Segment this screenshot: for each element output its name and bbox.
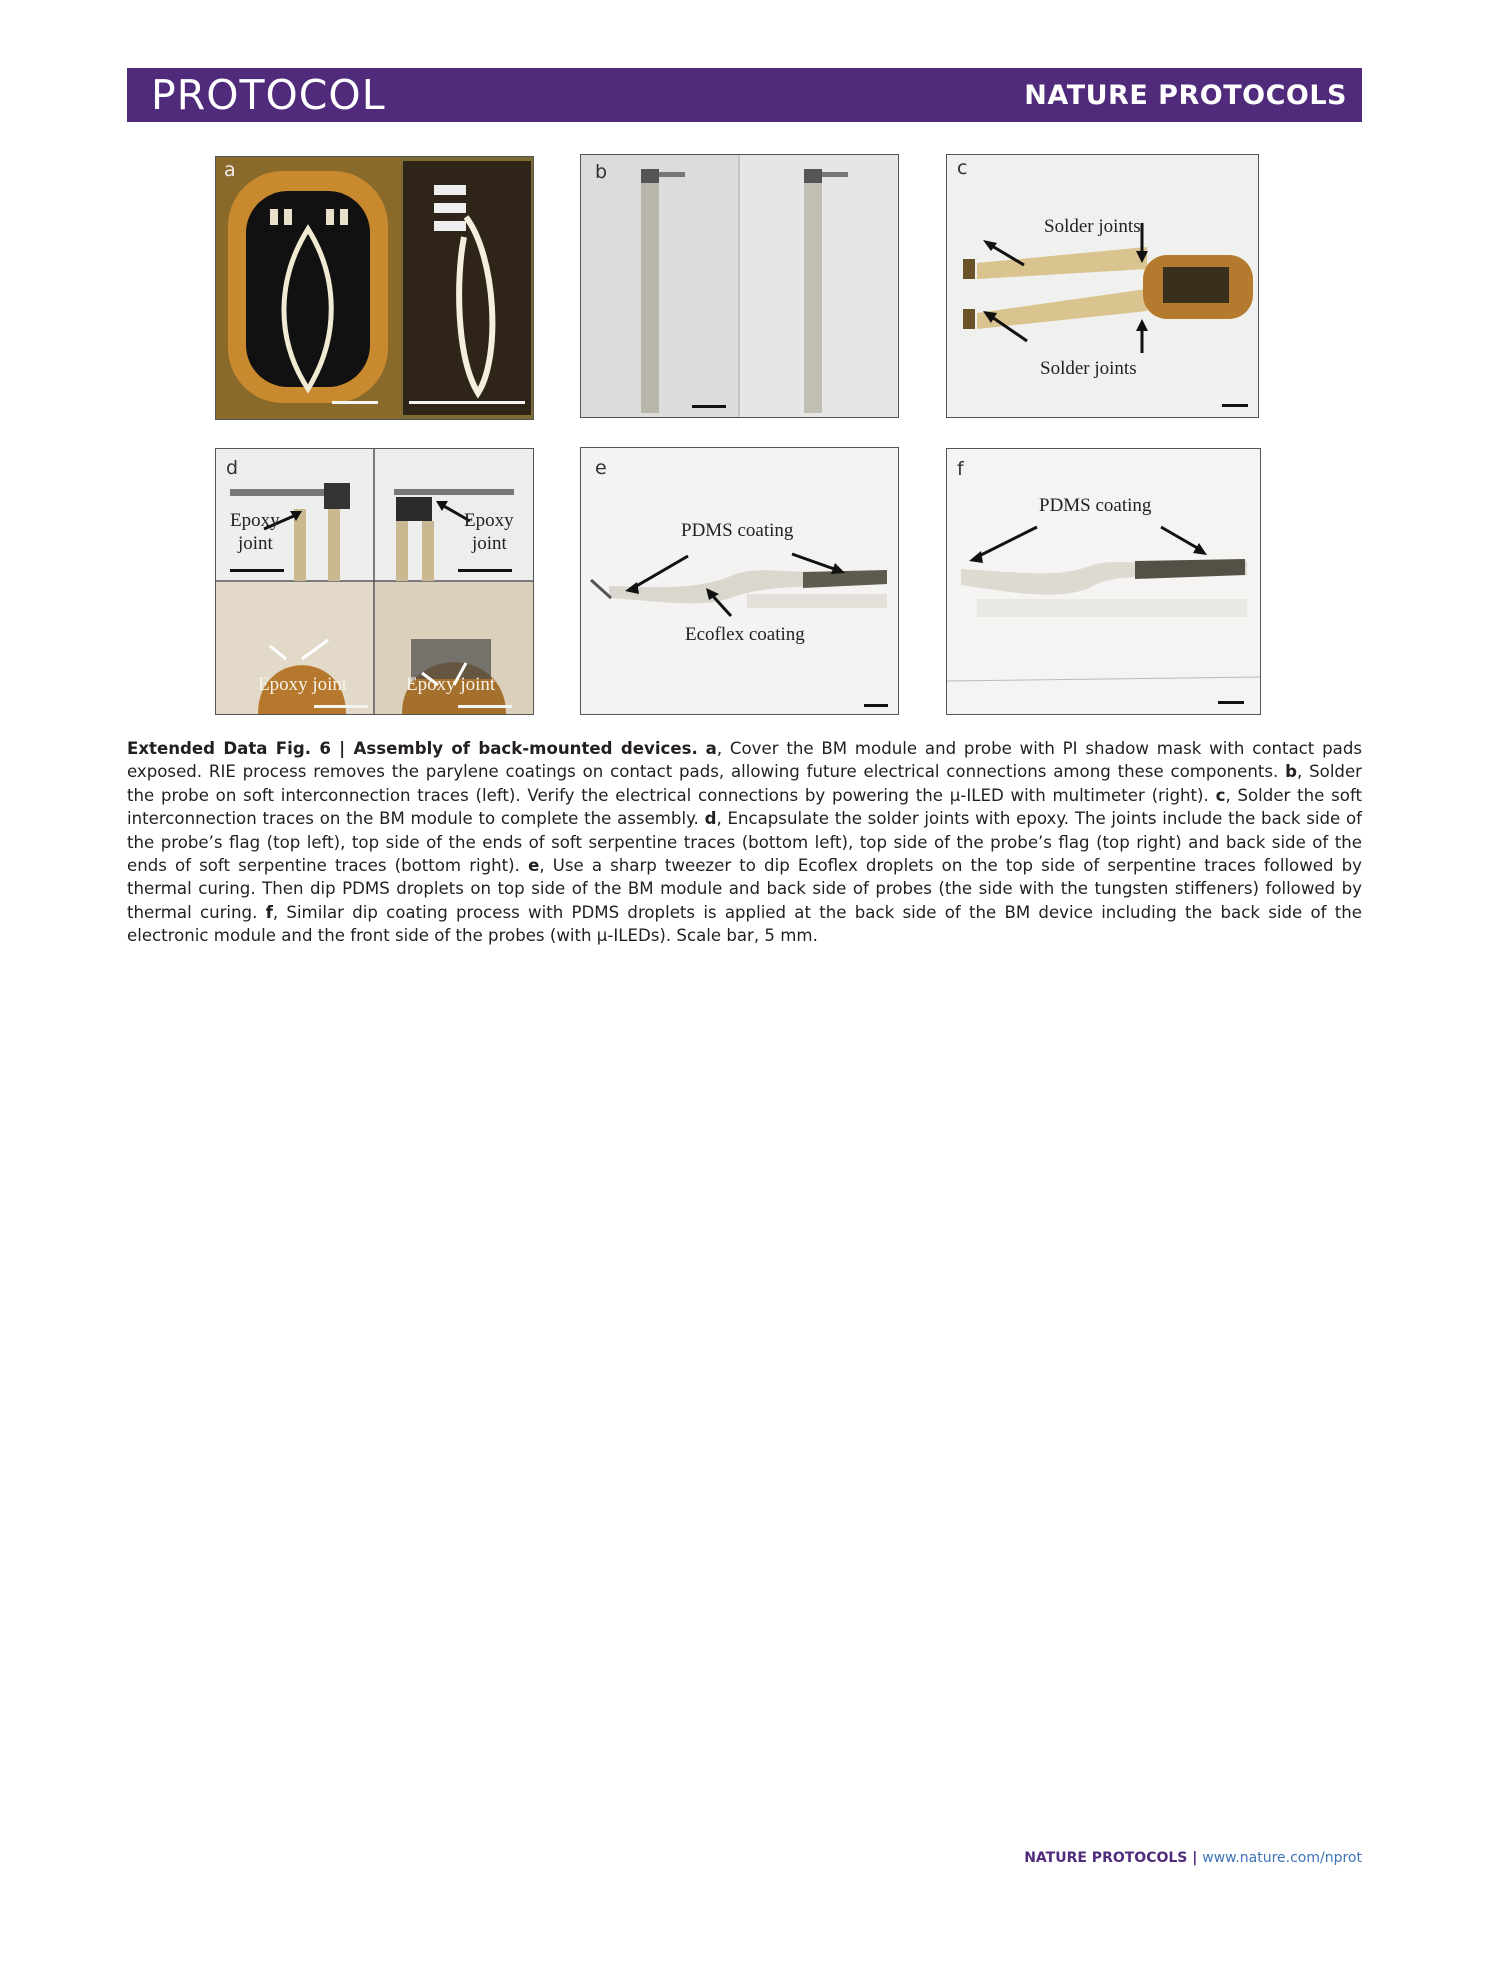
panel-f-scalebar xyxy=(1218,701,1244,704)
panel-d-scalebar-bottom-left xyxy=(314,705,368,708)
caption-e-text: , Use a sharp tweezer to dip Ecoflex droplets on the top side of serpentine traces followed by thermal curing. Then dip PDMS droplets on top side of the BM module and back side of probes (the side with the tungsten stiffeners) followed by thermal curing. xyxy=(127,856,1362,922)
caption-c-text: , Solder the soft interconnection traces on the BM module to complete the assembly. xyxy=(127,785,1363,829)
panel-b-letter: b xyxy=(595,161,608,183)
section-label: PROTOCOL xyxy=(151,71,386,119)
caption-a-letter: a xyxy=(705,739,717,758)
panel-e-photo xyxy=(581,448,898,714)
panel-f-letter: f xyxy=(957,458,964,480)
panel-b-photo xyxy=(581,155,898,417)
panel-a-photo xyxy=(216,157,533,419)
header-bar xyxy=(127,68,1362,122)
panel-d-scalebar-bottom-right xyxy=(458,705,512,708)
caption-a-text: , Cover the BM module and probe with PI shadow mask with contact pads exposed. RIE process removes the parylene coatings on contact pads, allowing future electrical connections among these components. xyxy=(127,739,1363,782)
panel-e xyxy=(580,447,899,715)
page-footer xyxy=(1024,1850,1362,1866)
panel-a-letter: a xyxy=(224,159,236,181)
panel-c-scalebar xyxy=(1222,404,1248,407)
panel-d xyxy=(215,448,534,715)
panel-d-label-bottom-right: Epoxy joint xyxy=(406,674,496,695)
panel-c-label-bottom: Solder joints xyxy=(1040,358,1137,379)
footer-url[interactable]: www.nature.com/nprot xyxy=(1202,1850,1362,1866)
figure-caption xyxy=(127,737,1362,948)
panel-e-letter: e xyxy=(595,457,607,479)
panel-d-label-left-line1: Epoxy xyxy=(230,510,280,531)
panel-d-scalebar-top-left xyxy=(230,569,284,572)
caption-f-letter: f xyxy=(265,902,273,922)
panel-a-scalebar-left xyxy=(332,401,378,404)
footer-separator: | xyxy=(1187,1850,1203,1866)
panel-c-letter: c xyxy=(957,157,968,179)
panel-b-scalebar xyxy=(692,405,726,408)
footer-journal: NATURE PROTOCOLS xyxy=(1024,1850,1188,1866)
caption-d-letter: d xyxy=(704,809,717,829)
panel-d-scalebar-top-right xyxy=(458,569,512,572)
caption-c-letter: c xyxy=(1215,785,1226,805)
panel-d-label-left-line2: joint xyxy=(238,533,273,554)
panel-f xyxy=(946,448,1261,715)
panel-e-label-pdms: PDMS coating xyxy=(681,520,794,541)
panel-b xyxy=(580,154,899,418)
panel-d-label-right-line2: joint xyxy=(472,533,507,554)
panel-c xyxy=(946,154,1259,418)
panel-a-scalebar-right xyxy=(409,401,525,404)
panel-d-label-bottom-left: Epoxy joint xyxy=(258,674,348,695)
panel-f-label-pdms: PDMS coating xyxy=(1039,495,1152,516)
panel-a xyxy=(215,156,534,420)
caption-e-letter: e xyxy=(528,856,540,876)
caption-b-text: , Solder the probe on soft interconnection traces (left). Verify the electrical connections by powering the μ-ILED with multimeter (right). xyxy=(127,762,1362,805)
panel-e-label-ecoflex: Ecoflex coating xyxy=(685,624,805,645)
panel-d-letter: d xyxy=(226,457,239,479)
panel-e-scalebar xyxy=(864,704,888,707)
panel-f-photo xyxy=(947,449,1260,714)
caption-f-text: , Similar dip coating process with PDMS droplets is applied at the back side of the BM device including the back side of the electronic module and the front side of the probes (with μ-ILEDs). Scale bar, 5 mm. xyxy=(127,902,1362,946)
panel-d-label-right-line1: Epoxy xyxy=(464,510,514,531)
panel-c-label-top: Solder joints xyxy=(1044,216,1141,237)
caption-b-letter: b xyxy=(1285,762,1298,782)
caption-d-text: , Encapsulate the solder joints with epoxy. The joints include the back side of the probe’s flag (top left), top side of the ends of soft serpentine traces (bottom left), top side of the probe’s flag (top right) and back side of the ends of soft serpentine traces (bottom right). xyxy=(127,809,1362,876)
journal-label: NATURE PROTOCOLS xyxy=(1024,80,1347,111)
caption-title: Extended Data Fig. 6 | Assembly of back-mounted devices. xyxy=(127,739,698,758)
